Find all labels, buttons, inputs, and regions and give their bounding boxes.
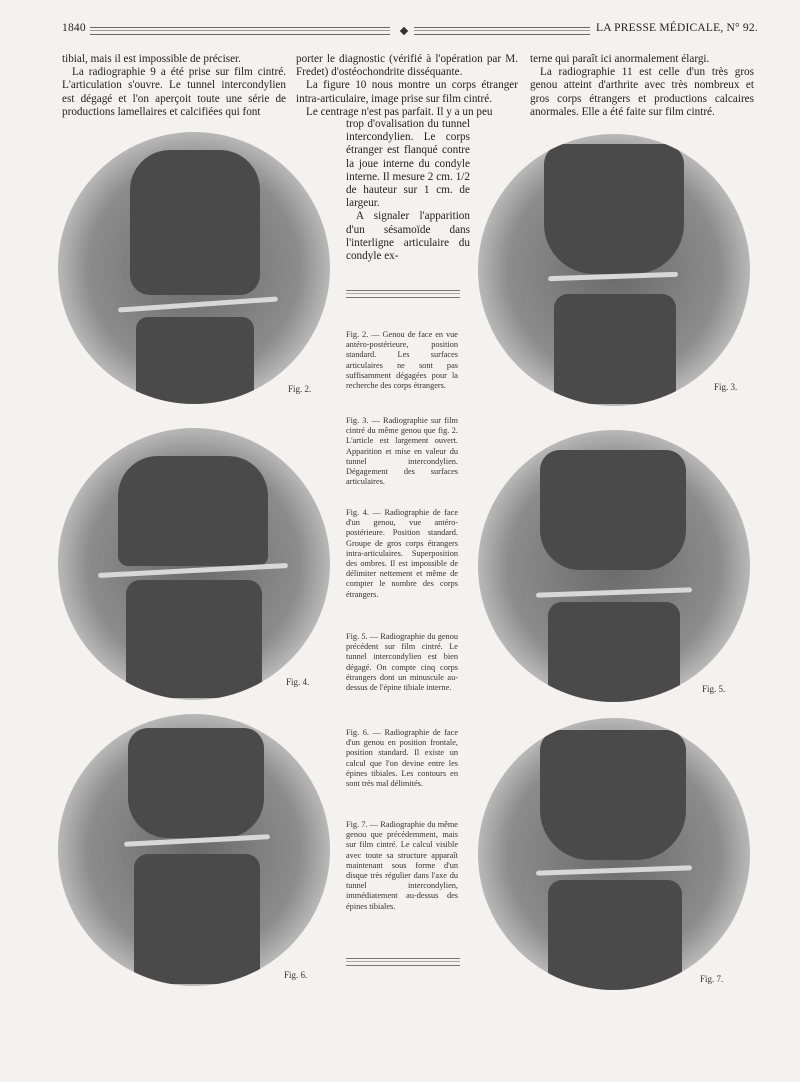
caption-separator-bottom [346,958,460,966]
column-right [530,53,754,119]
figure-label: Fig. 5. [702,684,726,694]
paragraph: Le centrage n'est pas parfait. Il y a un peu [306,105,493,118]
figure-caption-7: Fig. 7. — Radiographie du même genou que précédemment, mais sur film cintré. Le calcul visible avec toute sa structure apparaît maintenant sous forme d'un disque très régulier dans l'axe du tunnel intercondylien, immédiatement au-dessus des épines tibiales. [346,820,458,911]
figure-caption-4: Fig. 4. — Radiographie de face d'un genou, vue antéro-postérieure. Position standard. Groupe de gros corps étrangers intra-articulaires. Superposition des ombres. Il est impossible de délimiter nettement et même de compter le nombre des corps étrangers. [346,508,458,599]
figure-caption-3: Fig. 3. — Radiographie sur film cintré du même genou que fig. 2. L'article est largement ouvert. Apparition et mise en valeur du tunnel intercondylien. Dégagement des surfaces articulaires. [346,416,458,487]
knee-radiograph-fig-4 [58,428,330,700]
figure-caption-5: Fig. 5. — Radiographie du genou précédent sur film cintré. Le tunnel intercondylien est bien dégagé. On compte cinq corps étrangers dont un minuscule au-dessus de l'épine tibiale interne. [346,632,458,693]
journal-title: LA PRESSE MÉDICALE, N° 92. [596,22,758,34]
paragraph: porter le diagnostic (vérifié à l'opération par M. Fredet) d'ostéochondrite disséquante. [296,53,518,79]
paragraph: terne qui paraît ici anormalement élargi. [530,53,710,65]
figure-caption-6: Fig. 6. — Radiographie de face d'un genou en position frontale, position standard. Il existe un calcul que l'on devine entre les épines tibiales. Les contours en sont très mal délimités. [346,728,458,789]
knee-radiograph-fig-3 [478,134,750,406]
knee-radiograph-fig-5 [478,430,750,702]
figure-label: Fig. 6. [284,970,308,980]
figure-label: Fig. 2. [288,384,312,394]
caption-separator-top [346,290,460,298]
page-number: 1840 [62,22,86,34]
column-middle [296,53,518,119]
figure-label: Fig. 3. [714,382,738,392]
figure-caption-2: Fig. 2. — Genou de face en vue antéro-postérieure, position standard. Les surfaces articulaires ne sont pas suffisamment dégagées pour la recherche des corps étrangers. [346,330,458,391]
paragraph: La figure 10 nous montre un corps étranger intra-articulaire, image prise sur film cintré. [296,79,518,105]
column-middle-wrap [346,118,470,263]
diamond-ornament-icon [400,27,408,35]
paragraph: La radiographie 9 a été prise sur film cintré. L'articulation s'ouvre. Le tunnel intercondylien est dégagé et l'on aperçoit toute une série de productions lamellaires et calcifiées qui font [62,66,286,118]
knee-radiograph-fig-7 [478,718,750,990]
paragraph: tibial, mais il est impossible de préciser. [62,53,241,65]
header-rule-left [90,27,390,35]
paragraph: La radiographie 11 est celle d'un très gros genou atteint d'arthrite avec très nombreux et gros corps étrangers et productions calcaires anormales. Elle a été faite sur film cintré. [530,66,754,118]
paragraph: A signaler l'apparition d'un sésamoïde dans l'interligne articulaire du condyle ex- [346,210,470,263]
figure-label: Fig. 4. [286,677,310,687]
paragraph: trop d'ovalisation du tunnel intercondylien. Le corps étranger est flanqué contre la joue interne du condyle interne. Il mesure 2 cm. 1/2 de hauteur sur 1 cm. de largeur. [346,118,470,210]
figure-label: Fig. 7. [700,974,724,984]
knee-radiograph-fig-6 [58,714,330,986]
header-rule-right [414,27,590,35]
knee-radiograph-fig-2 [58,132,330,404]
column-left [62,53,286,119]
